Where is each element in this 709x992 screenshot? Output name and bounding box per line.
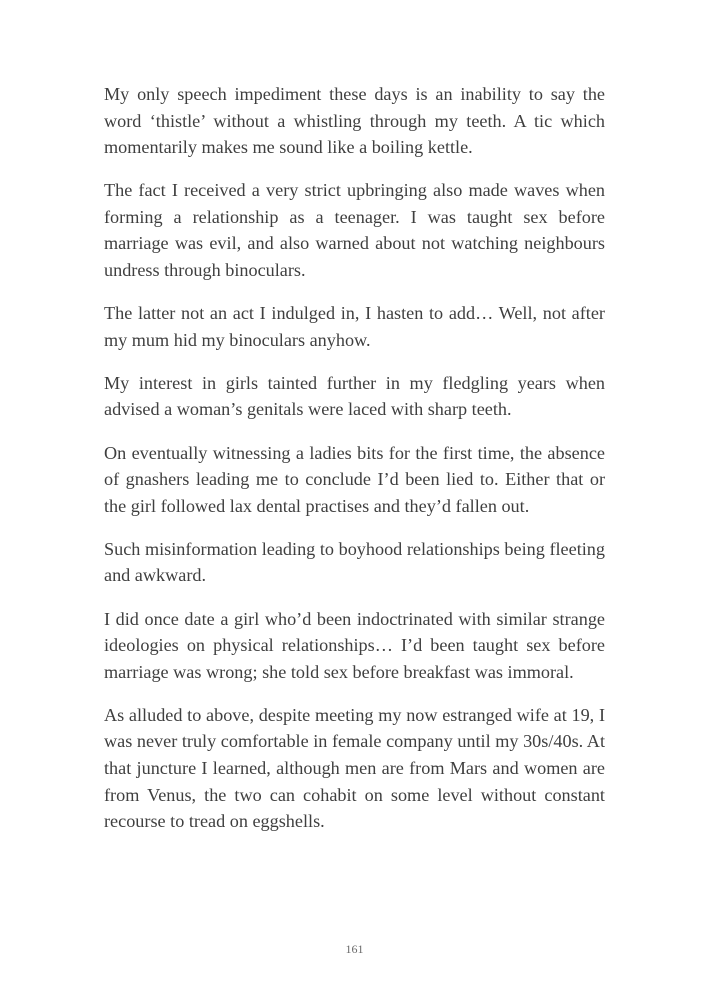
paragraph-1: My only speech impediment these days is an inability to say the word ‘thistle’ without a whistling through my teeth. A tic which momentarily makes me sound like a boiling kettle. <box>104 84 605 158</box>
paragraph-8: As alluded to above, despite meeting my now estranged wife at 19, I was never truly comfortable in female company until my 30s/40s. At that juncture I learned, although men are from Mars and women are from Venus, the two can cohabit on some level without constant recourse to tread on eggshells. <box>104 704 605 832</box>
page-body <box>104 81 605 851</box>
paragraph-4: My interest in girls tainted further in my fledgling years when advised a woman’s genitals were laced with sharp teeth. <box>104 372 605 420</box>
paragraph-7: I did once date a girl who’d been indoctrinated with similar strange ideologies on physical relationships… I’d been taught sex before marriage was wrong; she told sex before breakfast was immoral. <box>104 608 605 682</box>
page-number: 161 <box>345 942 364 956</box>
paragraph-6: Such misinformation leading to boyhood relationships being fleeting and awkward. <box>104 538 605 586</box>
paragraph-2: The fact I received a very strict upbringing also made waves when forming a relationship as a teenager. I was taught sex before marriage was evil, and also warned about not watching neighbours undress through binoculars. <box>104 180 605 281</box>
paragraph-5: On eventually witnessing a ladies bits for the first time, the absence of gnashers leading me to conclude I’d been lied to. Either that or the girl followed lax dental practises and they’d fallen out. <box>104 442 605 516</box>
paragraph-3: The latter not an act I indulged in, I hasten to add… Well, not after my mum hid my binoculars anyhow. <box>104 303 605 350</box>
